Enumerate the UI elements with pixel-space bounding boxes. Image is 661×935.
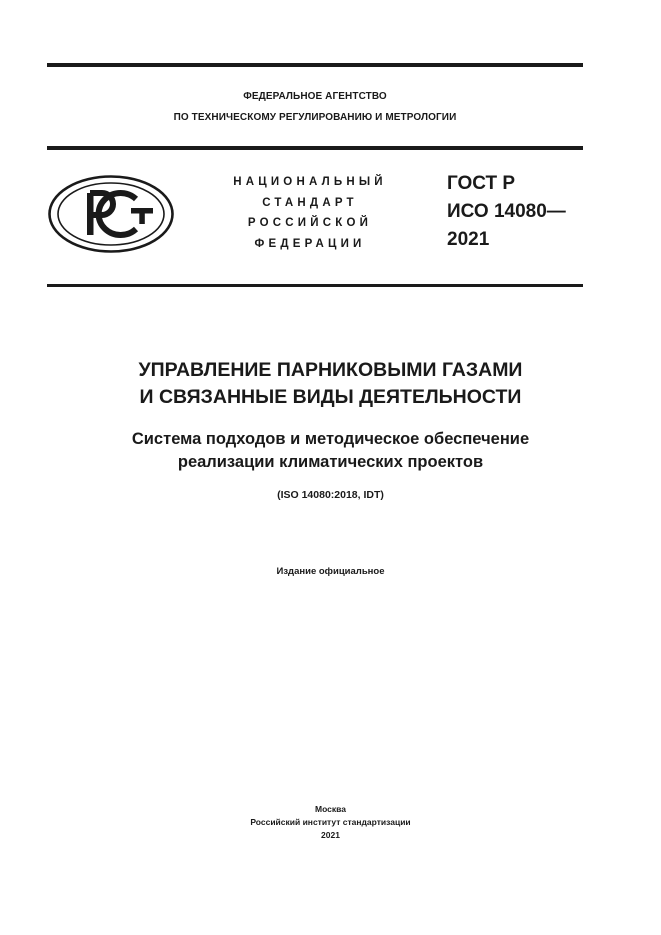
standard-type-line-3: РОССИЙСКОЙ: [247, 217, 373, 229]
imprint-publisher: Российский институт стандартизации: [250, 817, 411, 827]
title-line-2: И СВЯЗАННЫЕ ВИДЫ ДЕЯТЕЛЬНОСТИ: [139, 386, 522, 408]
designation-line-3: 2021: [447, 229, 490, 250]
imprint-city: Москва: [315, 804, 346, 814]
standard-type-line-1: НАЦИОНАЛЬНЫЙ: [233, 176, 387, 188]
standard-type-line-2: СТАНДАРТ: [262, 196, 358, 209]
middle-rule: [47, 146, 583, 150]
standard-type-block: [212, 172, 408, 254]
standard-designation: [447, 170, 566, 254]
document-title: [47, 357, 614, 411]
designation-line-2: ИСО 14080—: [447, 201, 566, 222]
subtitle-line-1: Система подходов и методическое обеспечение: [131, 430, 530, 448]
bottom-rule: [47, 284, 583, 287]
subtitle-line-2: реализации климатических проектов: [177, 453, 484, 471]
gost-r-certification-logo-icon: [48, 175, 174, 253]
imprint: [47, 803, 614, 842]
designation-line-1: ГОСТ Р: [447, 173, 516, 194]
title-line-1: УПРАВЛЕНИЕ ПАРНИКОВЫМИ ГАЗАМИ: [138, 359, 523, 381]
top-rule: [47, 63, 583, 67]
document-subtitle: [47, 428, 614, 474]
iso-reference: (ISO 14080:2018, IDT): [277, 489, 384, 501]
agency-name-line-1: ФЕДЕРАЛЬНОЕ АГЕНТСТВО: [243, 91, 387, 102]
edition-label: Издание официальное: [276, 566, 385, 577]
imprint-year: 2021: [321, 830, 340, 840]
agency-name-line-2: ПО ТЕХНИЧЕСКОМУ РЕГУЛИРОВАНИЮ И МЕТРОЛОГИИ: [173, 112, 457, 123]
standard-type-line-4: ФЕДЕРАЦИИ: [254, 237, 366, 250]
